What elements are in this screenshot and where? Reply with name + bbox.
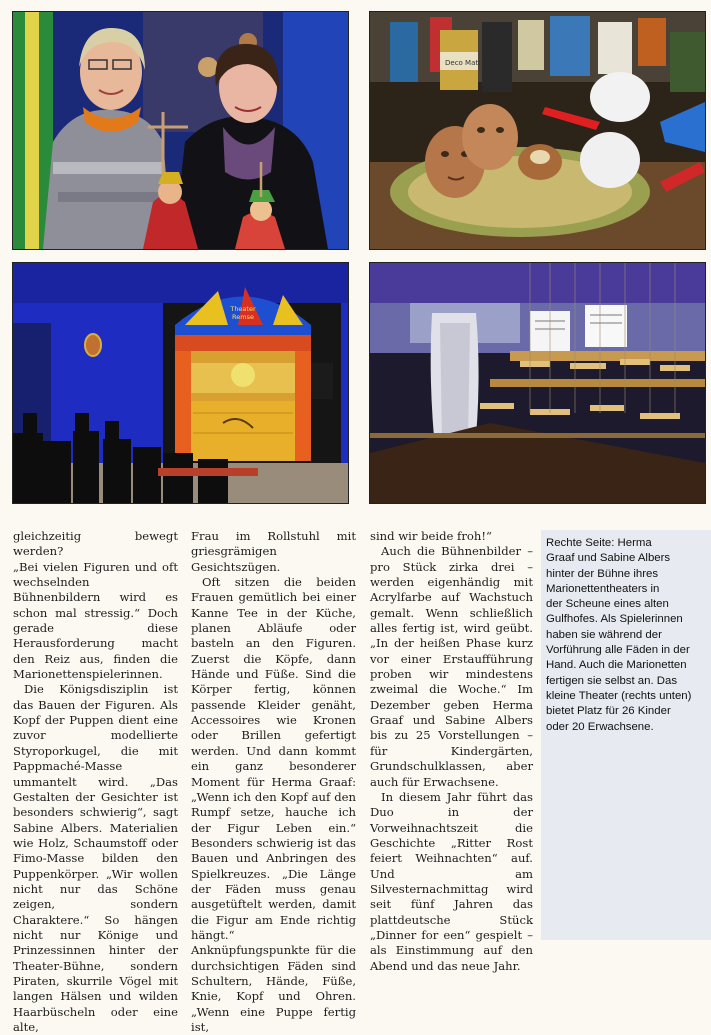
article-column-3 bbox=[370, 529, 533, 974]
caption-line: Graaf und Sabine Albers bbox=[546, 552, 671, 565]
paragraph: „Bei vielen Figuren und oft wechselnden Bühnenbildern wird es schon mal stressig.“ Doch gerade diese Herausforderung macht den Reiz aus, finden die Marionettenspielerinnen. bbox=[13, 559, 178, 682]
article-column-2 bbox=[191, 529, 356, 1035]
caption-line: Marionettentheaters in bbox=[546, 582, 660, 595]
caption-line: Vorführung alle Fäden in der bbox=[546, 644, 690, 657]
stage-sign-line2: Remse bbox=[232, 313, 254, 321]
article-column-1 bbox=[13, 529, 178, 1035]
photo-puppet-heads-on-workbench bbox=[369, 11, 706, 250]
stage-sign-line1: Theater bbox=[230, 305, 256, 313]
paint-can-label: Deco Matt bbox=[445, 59, 481, 67]
caption-line: fertigen sie selbst an. Das bbox=[546, 674, 678, 687]
paragraph: Oft sitzen die beiden Frauen gemütlich bei einer Kanne Tee in der Küche, planen Abläufe oder basteln an den Figuren. Zuerst die Köpfe, dann Hände und Füße. Sind die Körper fertig, können passende Kleider genäht, Accessoires wie Kronen oder Brillen gefertigt werden. Und dann kommt ein ganz besonderer Moment für Herma Graaf: „Wenn ich den Kopf auf den Rumpf setze, hauche ich der Figur Leben ein.“ Besonders schwierig ist das Bauen und Anbringen des Spielkreuzes. „Die Länge der Fäden muss genau ausgetüftelt werden, damit die Figur am Ende richtig hängt.“ Anknüpfungspunkte für die durchsichtigen Fäden sind Schultern, Hände, Füße, Knie, Kopf und Ohren. „Wenn eine Puppe fertig ist, bbox=[191, 575, 356, 1034]
caption-line: der Scheune eines alten bbox=[546, 598, 669, 611]
paragraph: Die Königsdisziplin ist das Bauen der Figuren. Als Kopf der Puppen dient eine zuvor modellierte Styroporkugel, die mit Pappmaché-Masse ummantelt wird. „Das Gestalten der Gesichter ist besonders schwierig“, sagt Sabine Albers. Materialien wie Holz, Schaumstoff oder Fimo-Masse bilden den Puppenkörper. „Wir wollen nicht nur das Schöne zeigen, sondern Charaktere.“ So hängen nicht nur Könige und Prinzessinnen hinter der Theater-Bühne, sondern Piraten, skurrile Vögel mit langen Hälsen und wilden Haarbüscheln oder eine alte, bbox=[13, 682, 178, 1034]
photo-two-women-with-marionettes bbox=[12, 11, 349, 250]
caption-line: haben sie während der bbox=[546, 628, 662, 641]
paragraph: Auch die Bühnenbilder – pro Stück zirka drei – werden eigenhändig mit Acrylfarbe auf Wachstuch gemalt. Wenn schließlich alles fertig ist, wird geübt. „In der heißen Phase kurz vor einer Erstaufführung proben wir mindestens zweimal die Woche.“ Im Dezember geben Herma Graaf und Sabine Albers bis zu 25 Vorstellungen – für Kindergärten, Grundschulklassen, aber auch für Erwachsene. bbox=[370, 544, 533, 789]
caption-line: Gulfhofes. Als Spielerinnen bbox=[546, 613, 683, 626]
caption-line: Hand. Auch die Marionetten bbox=[546, 659, 687, 672]
paragraph: gleichzeitig bewegt werden? bbox=[13, 529, 178, 559]
photo-marionettes-backstage bbox=[369, 262, 706, 504]
caption-line: kleine Theater (rechts unten) bbox=[546, 689, 692, 702]
paragraph: In diesem Jahr führt das Duo in der Vorweihnachtszeit die Geschichte „Ritter Rost feiert Weihnachten“ auf. Und am Silvesternachmittag wird seit fünf Jahren das plattdeutsche Stück „Dinner for een“ gespielt – als Einstimmung auf den Abend und das neue Jahr. bbox=[370, 789, 533, 973]
caption-line: bietet Platz für 26 Kinder bbox=[546, 705, 671, 718]
caption-line: Rechte Seite: Herma bbox=[546, 537, 652, 549]
photo-caption-box bbox=[541, 530, 711, 940]
caption-line: oder 20 Erwachsene. bbox=[546, 720, 654, 733]
caption-line: hinter der Bühne ihres bbox=[546, 567, 659, 580]
photo-puppet-theater-stage bbox=[12, 262, 349, 504]
paragraph: Frau im Rollstuhl mit griesgrämigen Gesichtszügen. bbox=[191, 529, 356, 574]
paragraph: sind wir beide froh!“ bbox=[370, 529, 492, 543]
